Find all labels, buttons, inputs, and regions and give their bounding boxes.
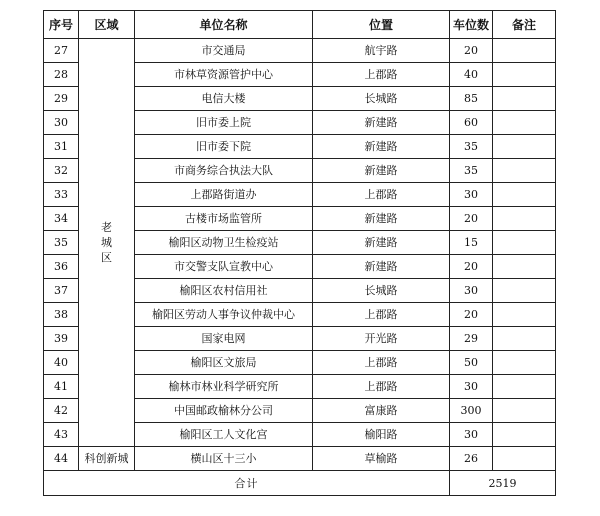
cell-remark [493, 231, 556, 255]
total-row [44, 471, 556, 496]
cell-remark [493, 327, 556, 351]
cell-seq: 38 [44, 303, 79, 327]
cell-seq: 31 [44, 135, 79, 159]
cell-location: 航宇路 [313, 39, 450, 63]
cell-unit: 榆阳区农村信用社 [135, 279, 313, 303]
cell-location: 新建路 [313, 207, 450, 231]
cell-spaces: 30 [450, 423, 493, 447]
header-unit: 单位名称 [135, 11, 313, 39]
cell-spaces: 20 [450, 303, 493, 327]
cell-seq: 41 [44, 375, 79, 399]
cell-location: 上郡路 [313, 183, 450, 207]
cell-seq: 27 [44, 39, 79, 63]
cell-location: 新建路 [313, 159, 450, 183]
cell-unit: 古楼市场监管所 [135, 207, 313, 231]
cell-unit: 市林草资源管护中心 [135, 63, 313, 87]
cell-seq: 37 [44, 279, 79, 303]
cell-remark [493, 87, 556, 111]
cell-seq: 33 [44, 183, 79, 207]
cell-seq: 28 [44, 63, 79, 87]
cell-spaces: 40 [450, 63, 493, 87]
cell-remark [493, 375, 556, 399]
cell-remark [493, 303, 556, 327]
cell-location: 榆阳路 [313, 423, 450, 447]
cell-location: 上郡路 [313, 375, 450, 399]
cell-location: 新建路 [313, 135, 450, 159]
region-old-city-char: 城 [101, 236, 112, 249]
region-kechuang: 科创新城 [79, 447, 135, 471]
cell-spaces: 20 [450, 255, 493, 279]
cell-location: 上郡路 [313, 351, 450, 375]
cell-remark [493, 183, 556, 207]
cell-unit: 榆林市林业科学研究所 [135, 375, 313, 399]
cell-spaces: 60 [450, 111, 493, 135]
cell-remark [493, 111, 556, 135]
cell-seq: 29 [44, 87, 79, 111]
cell-remark [493, 63, 556, 87]
cell-remark [493, 255, 556, 279]
cell-unit: 榆阳区劳动人事争议仲裁中心 [135, 303, 313, 327]
cell-unit: 电信大楼 [135, 87, 313, 111]
cell-location: 新建路 [313, 111, 450, 135]
cell-unit: 横山区十三小 [135, 447, 313, 471]
cell-unit: 榆阳区工人文化宫 [135, 423, 313, 447]
cell-location: 草榆路 [313, 447, 450, 471]
cell-spaces: 35 [450, 159, 493, 183]
cell-unit: 上郡路街道办 [135, 183, 313, 207]
cell-unit: 旧市委上院 [135, 111, 313, 135]
cell-unit: 市交通局 [135, 39, 313, 63]
cell-location: 开光路 [313, 327, 450, 351]
table-row [44, 39, 556, 63]
cell-remark [493, 279, 556, 303]
cell-remark [493, 351, 556, 375]
cell-spaces: 30 [450, 279, 493, 303]
cell-unit: 国家电网 [135, 327, 313, 351]
cell-seq: 35 [44, 231, 79, 255]
parking-table [43, 10, 556, 496]
cell-unit: 榆阳区动物卫生检疫站 [135, 231, 313, 255]
cell-unit: 榆阳区文旅局 [135, 351, 313, 375]
cell-spaces: 20 [450, 39, 493, 63]
cell-seq: 39 [44, 327, 79, 351]
cell-unit: 中国邮政榆林分公司 [135, 399, 313, 423]
header-spaces: 车位数 [450, 11, 493, 39]
cell-seq: 40 [44, 351, 79, 375]
cell-spaces: 30 [450, 183, 493, 207]
cell-location: 长城路 [313, 87, 450, 111]
cell-location: 上郡路 [313, 63, 450, 87]
cell-location: 富康路 [313, 399, 450, 423]
cell-spaces: 300 [450, 399, 493, 423]
cell-location: 上郡路 [313, 303, 450, 327]
cell-unit: 市商务综合执法大队 [135, 159, 313, 183]
region-old-city [79, 39, 135, 447]
total-label: 合计 [44, 471, 450, 496]
cell-location: 新建路 [313, 231, 450, 255]
region-old-city-char: 老 [101, 221, 112, 234]
cell-remark [493, 399, 556, 423]
cell-unit: 旧市委下院 [135, 135, 313, 159]
cell-seq: 43 [44, 423, 79, 447]
cell-spaces: 30 [450, 375, 493, 399]
cell-unit: 市交警支队宣教中心 [135, 255, 313, 279]
cell-seq: 36 [44, 255, 79, 279]
cell-location: 新建路 [313, 255, 450, 279]
cell-spaces: 20 [450, 207, 493, 231]
cell-remark [493, 447, 556, 471]
cell-seq: 44 [44, 447, 79, 471]
cell-spaces: 15 [450, 231, 493, 255]
header-location: 位置 [313, 11, 450, 39]
cell-seq: 32 [44, 159, 79, 183]
cell-spaces: 50 [450, 351, 493, 375]
header-remark: 备注 [493, 11, 556, 39]
total-value: 2519 [450, 471, 556, 496]
cell-spaces: 29 [450, 327, 493, 351]
cell-remark [493, 159, 556, 183]
cell-remark [493, 207, 556, 231]
cell-seq: 30 [44, 111, 79, 135]
cell-seq: 42 [44, 399, 79, 423]
table-row [44, 447, 556, 471]
cell-spaces: 26 [450, 447, 493, 471]
header-region: 区域 [79, 11, 135, 39]
header-seq: 序号 [44, 11, 79, 39]
cell-spaces: 35 [450, 135, 493, 159]
cell-spaces: 85 [450, 87, 493, 111]
header-row [44, 11, 556, 39]
cell-location: 长城路 [313, 279, 450, 303]
region-old-city-char: 区 [101, 251, 112, 264]
cell-remark [493, 423, 556, 447]
cell-remark [493, 135, 556, 159]
cell-seq: 34 [44, 207, 79, 231]
cell-remark [493, 39, 556, 63]
